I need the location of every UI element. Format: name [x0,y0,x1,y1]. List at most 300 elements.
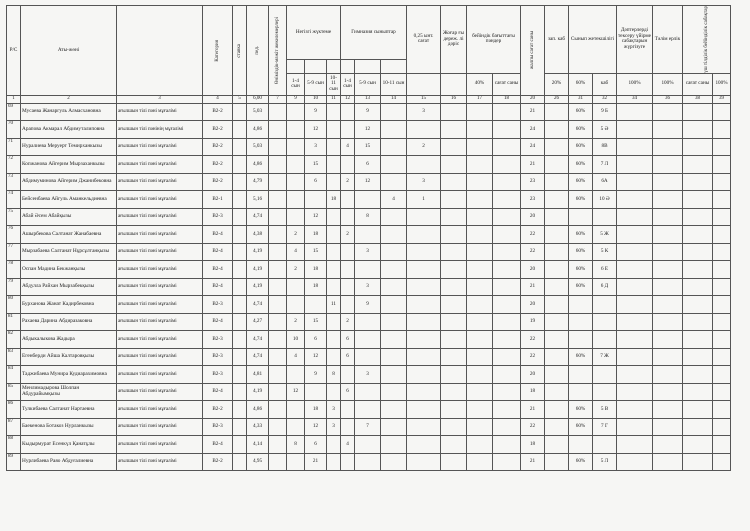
quarter-hours [407,348,441,366]
gym-10-11 [381,138,407,156]
gym-10-11 [381,401,407,419]
total-hours: 18 [521,436,545,454]
extra-100 [713,366,731,384]
total-hours: 24 [521,121,545,139]
table-row [7,436,731,454]
zap [545,313,569,331]
header-sagat: сағат саны [493,73,521,95]
gym-1-4: 6 [341,383,355,401]
gym-5-9: 9 [355,296,381,314]
table-row [7,331,731,349]
total-hours: 20 [521,208,545,226]
notebook [617,243,653,261]
gym-1-4: 2 [341,313,355,331]
index-cell: 5 [233,95,247,103]
total-hours: 21 [521,401,545,419]
total-hours: 22 [521,348,545,366]
zap [545,138,569,156]
gym-1-4 [341,191,355,209]
total-hours: 21 [521,103,545,121]
higher [441,226,467,244]
gym-1-4 [341,243,355,261]
zap [545,226,569,244]
gym-5-9: 12 [355,121,381,139]
talim [653,453,683,471]
extra-100 [713,418,731,436]
extra-hours [683,296,713,314]
gym-10-11 [381,226,407,244]
rate: 4,95 [247,453,269,471]
cabinet [593,366,617,384]
row-number: 86 [7,401,21,419]
teacher-name: Кыдырмурат Есенкүл Қанатұлы [21,436,117,454]
extra-100 [713,313,731,331]
profile-40 [467,418,493,436]
load-1-4 [287,156,305,174]
load-1-4: 2 [287,261,305,279]
rate: 4,74 [247,296,269,314]
quarter-hours [407,226,441,244]
staj [269,261,287,279]
teacher-name: Бурханова Жанат Кадирбековна [21,296,117,314]
teacher-name: Абдыкалыкова Жадыра [21,331,117,349]
cabinet: 5 Ә [593,121,617,139]
gym-5-9: 7 [355,418,381,436]
gym-10-11 [381,366,407,384]
higher [441,208,467,226]
rate-empty [233,156,247,174]
header-p40: 40% [467,73,493,95]
teacher-name: Нуралиева Меруерт Темирханкызы [21,138,117,156]
load-1-4 [287,103,305,121]
quarter-hours [407,296,441,314]
class-60 [569,366,593,384]
class-60: 60% [569,261,593,279]
table-row [7,156,731,174]
cabinet: 5 Ж [593,226,617,244]
profile-hours [493,296,521,314]
gym-5-9 [355,383,381,401]
rate: 5,16 [247,191,269,209]
gym-5-9: 3 [355,278,381,296]
gym-5-9 [355,191,381,209]
extra-100 [713,121,731,139]
subject: ағылшын тілі пәні мұғалімі [117,453,203,471]
talim [653,226,683,244]
subject: ағылшын тілі пәні мұғалімі [117,366,203,384]
load-5-9: 6 [305,173,327,191]
rate-empty [233,296,247,314]
higher [441,278,467,296]
class-60: 60% [569,453,593,471]
header-g14: 1-4 сын [341,73,355,95]
profile-40 [467,436,493,454]
rate-empty [233,453,247,471]
extra-hours [683,208,713,226]
extra-hours [683,173,713,191]
header-class-mgmt: Сынып жетекшілігі [569,6,617,74]
talim [653,243,683,261]
class-60: 60% [569,156,593,174]
extra-100 [713,348,731,366]
extra-hours [683,103,713,121]
profile-hours [493,453,521,471]
header-p100a: 100% [617,73,653,95]
quarter-hours [407,278,441,296]
gym-1-4 [341,156,355,174]
gym-1-4: 2 [341,226,355,244]
category: B2-4 [203,226,233,244]
header-gym: Гимназия сыныптар [341,6,407,60]
total-hours: 20 [521,296,545,314]
gym-10-11 [381,296,407,314]
teacher-name: Тулкибаева Салтанат Нартаевна [21,401,117,419]
rate: 4,33 [247,418,269,436]
gym-5-9 [355,401,381,419]
gym-1-4: 6 [341,348,355,366]
quarter-hours [407,436,441,454]
row-number: 73 [7,173,21,191]
gym-1-4 [341,418,355,436]
gym-5-9: 3 [355,366,381,384]
gym-1-4 [341,278,355,296]
load-5-9: 12 [305,348,327,366]
table-row [7,121,731,139]
load-5-9: 9 [305,366,327,384]
table-row [7,261,731,279]
subject: ағылшын тілі пәні мұғалімі [117,243,203,261]
extra-100 [713,156,731,174]
profile-40 [467,313,493,331]
load-10-11 [327,208,341,226]
load-1-4: 10 [287,331,305,349]
table-row [7,453,731,471]
extra-hours [683,331,713,349]
rate: 4,79 [247,173,269,191]
notebook [617,173,653,191]
rate-empty [233,103,247,121]
table-row [7,401,731,419]
gym-5-9 [355,348,381,366]
cabinet: 10 Ә [593,191,617,209]
talim [653,121,683,139]
extra-100 [713,208,731,226]
extra-100 [713,191,731,209]
header-kab: каб [593,73,617,95]
gym-10-11 [381,103,407,121]
table-row [7,226,731,244]
subject: ағылшын тілі пәні мұғалімі [117,156,203,174]
subject: ағылшын тілі пәні мұғалімі [117,261,203,279]
extra-100 [713,453,731,471]
rate: 4,14 [247,436,269,454]
category: B2-3 [203,418,233,436]
extra-hours [683,366,713,384]
higher [441,156,467,174]
teacher-name: Мусаева Жанаргуль Алмасхановна [21,103,117,121]
category: B2-4 [203,278,233,296]
category: B2-4 [203,243,233,261]
profile-40 [467,156,493,174]
higher [441,243,467,261]
talim [653,313,683,331]
total-hours: 20 [521,261,545,279]
load-5-9: 15 [305,243,327,261]
zap [545,278,569,296]
total-hours: 22 [521,331,545,349]
profile-hours [493,243,521,261]
higher [441,383,467,401]
class-60 [569,383,593,401]
load-1-4 [287,278,305,296]
load-5-9: 18 [305,401,327,419]
talim [653,138,683,156]
category: B2-4 [203,383,233,401]
staj [269,453,287,471]
row-number: 81 [7,313,21,331]
staj [269,436,287,454]
load-1-4 [287,121,305,139]
gym-10-11 [381,243,407,261]
header-talim: Тәлім ерлік [653,6,683,74]
load-5-9: 18 [305,278,327,296]
index-row [7,95,731,103]
notebook [617,401,653,419]
profile-hours [493,121,521,139]
notebook [617,453,653,471]
load-10-11: 11 [327,296,341,314]
load-10-11 [327,261,341,279]
higher [441,366,467,384]
category: B2-2 [203,173,233,191]
total-hours: 18 [521,383,545,401]
subject: ағылшын тілі пәні мұғалімі [117,418,203,436]
subject: ағылшын тілі пәні мұғалімі [117,208,203,226]
higher [441,191,467,209]
zap [545,121,569,139]
higher [441,453,467,471]
load-5-9: 12 [305,418,327,436]
row-number: 69 [7,103,21,121]
cabinet: 8В [593,138,617,156]
gym-5-9: 6 [355,156,381,174]
notebook [617,436,653,454]
quarter-hours [407,366,441,384]
cabinet [593,331,617,349]
category: B2-2 [203,156,233,174]
load-5-9: 9 [305,103,327,121]
talim [653,261,683,279]
higher [441,331,467,349]
load-5-9: 12 [305,121,327,139]
cabinet: 6 Д [593,278,617,296]
subject: ағылшын тілі пәні мұғалімі [117,191,203,209]
rate-empty [233,226,247,244]
gym-1-4: 2 [341,173,355,191]
category: B2-4 [203,261,233,279]
teacher-name: Таджибаева Мунира Кудиарахимовна [21,366,117,384]
extra-hours [683,313,713,331]
gym-1-4: 4 [341,436,355,454]
load-10-11: 8 [327,366,341,384]
teacher-name: Бейсенбаева Айгуль Аманкельдиевна [21,191,117,209]
higher [441,313,467,331]
load-5-9 [305,191,327,209]
higher [441,418,467,436]
header-c59: 5-9 сын [305,73,327,95]
gym-5-9 [355,313,381,331]
extra-100 [713,138,731,156]
rate-empty [233,436,247,454]
gym-5-9: 8 [355,208,381,226]
header-profile: бейіндік бағыттағы пәндер [467,6,521,74]
total-hours: 22 [521,243,545,261]
index-cell: 18 [493,95,521,103]
table-row [7,348,731,366]
class-60 [569,436,593,454]
staj [269,366,287,384]
gym-1-4 [341,121,355,139]
rate-empty [233,348,247,366]
talim [653,296,683,314]
profile-hours [493,103,521,121]
category: B2-2 [203,401,233,419]
header-c1011: 10-11 сын [327,73,341,95]
index-cell: 15 [407,95,441,103]
higher [441,401,467,419]
teacher-name: Менлимадырова Шолпан Абдурайымқызы [21,383,117,401]
staj [269,121,287,139]
rate: 4,38 [247,226,269,244]
rate: 4,74 [247,208,269,226]
notebook [617,156,653,174]
gym-5-9 [355,226,381,244]
profile-hours [493,191,521,209]
gym-10-11: 4 [381,191,407,209]
subject: ағылшын тілі пәні мұғалімі [117,226,203,244]
rate: 4,19 [247,243,269,261]
header-p100c: 100% [713,73,731,95]
staj [269,313,287,331]
zap [545,401,569,419]
load-1-4 [287,173,305,191]
gym-5-9 [355,261,381,279]
header-total: жалпы сағат саны [529,31,535,70]
index-cell: 3 [117,95,203,103]
row-number: 77 [7,243,21,261]
extra-100 [713,261,731,279]
staj [269,191,287,209]
index-cell: 14 [381,95,407,103]
rate: 5,03 [247,138,269,156]
profile-hours [493,348,521,366]
load-1-4 [287,138,305,156]
category: B2-2 [203,121,233,139]
zap [545,191,569,209]
rate: 4,19 [247,261,269,279]
class-60 [569,208,593,226]
profile-hours [493,208,521,226]
cabinet: 5 К [593,243,617,261]
profile-40 [467,331,493,349]
quarter-hours: 2 [407,138,441,156]
total-hours: 23 [521,173,545,191]
quarter-hours [407,121,441,139]
zap [545,383,569,401]
profile-40 [467,208,493,226]
staj [269,278,287,296]
row-number: 88 [7,436,21,454]
index-cell: 39 [713,95,731,103]
class-60: 60% [569,226,593,244]
header-notebook: Дәптерлерді тексеру үйірме сабақтарын жүргізуге [617,6,653,74]
staj [269,226,287,244]
table-row [7,278,731,296]
teacher-name: Егенберди Айша Калтаровқызы [21,348,117,366]
category: B2-3 [203,296,233,314]
index-cell: 12 [341,95,355,103]
extra-100 [713,383,731,401]
index-cell: 32 [593,95,617,103]
class-60 [569,296,593,314]
row-number: 79 [7,278,21,296]
row-number: 78 [7,261,21,279]
notebook [617,331,653,349]
staj [269,138,287,156]
notebook [617,226,653,244]
extra-hours [683,401,713,419]
gym-1-4 [341,208,355,226]
index-cell: 2 [21,95,117,103]
extra-100 [713,278,731,296]
gym-10-11 [381,348,407,366]
quarter-hours [407,331,441,349]
notebook [617,278,653,296]
gym-10-11 [381,436,407,454]
index-cell: 10 [305,95,327,103]
extra-hours [683,383,713,401]
gym-10-11 [381,453,407,471]
profile-40 [467,103,493,121]
extra-hours [683,436,713,454]
header-zap: зап. каб [545,6,569,74]
staj [269,156,287,174]
gym-5-9: 15 [355,138,381,156]
zap [545,208,569,226]
load-5-9: 12 [305,208,327,226]
quarter-hours: 3 [407,103,441,121]
load-1-4 [287,453,305,471]
rate-empty [233,138,247,156]
zap [545,243,569,261]
total-hours: 24 [521,138,545,156]
header-nagyz: Негізгі жүктеме [287,6,341,60]
load-1-4: 4 [287,348,305,366]
load-10-11 [327,121,341,139]
profile-hours [493,278,521,296]
row-number: 85 [7,383,21,401]
index-cell: 6,00 [247,95,269,103]
profile-40 [467,383,493,401]
row-number: 89 [7,453,21,471]
load-10-11: 18 [327,191,341,209]
profile-40 [467,173,493,191]
profile-40 [467,401,493,419]
load-10-11 [327,103,341,121]
category: B2-3 [203,208,233,226]
gym-10-11 [381,156,407,174]
subject: ағылшын тілі пәні мұғалімі [117,401,203,419]
